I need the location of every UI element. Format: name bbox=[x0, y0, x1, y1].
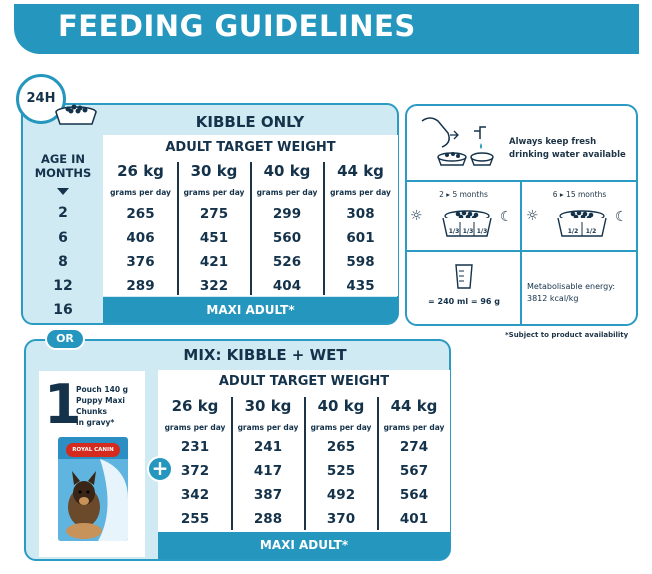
energy-note bbox=[527, 281, 637, 305]
mix-target-title: ADULT TARGET WEIGHT bbox=[218, 374, 390, 389]
page-title: FEEDING GUIDELINES bbox=[58, 9, 416, 43]
food-bowl-icon bbox=[50, 100, 102, 128]
weight-header: 40 kg bbox=[263, 162, 311, 180]
mix-cell: 231 bbox=[180, 439, 210, 455]
moon-icon: ☾ bbox=[615, 209, 628, 225]
unit-label: grams per day bbox=[330, 188, 391, 197]
energy-line1: Metabolisable energy: bbox=[527, 282, 616, 291]
mix-footer bbox=[158, 532, 450, 559]
puppy-image-icon bbox=[58, 459, 128, 541]
mix-cell: 401 bbox=[399, 511, 429, 527]
fraction-label: 1/3 bbox=[476, 228, 488, 235]
moon-icon: ☾ bbox=[500, 209, 513, 225]
water-note-line2: drinking water available bbox=[509, 150, 626, 160]
mix-cell: 387 bbox=[253, 487, 283, 503]
kibble-cell: 376 bbox=[126, 254, 155, 270]
unit-label: grams per day bbox=[383, 423, 445, 432]
water-note bbox=[509, 136, 637, 162]
weight-header: 30 kg bbox=[190, 162, 238, 180]
kibble-cell: 560 bbox=[272, 230, 302, 246]
pouch-line4: in gravy* bbox=[76, 418, 115, 427]
age-value: 2 bbox=[58, 205, 68, 221]
info-divider bbox=[406, 180, 637, 182]
kibble-cell: 421 bbox=[199, 254, 229, 270]
weight-header: 44 kg bbox=[390, 397, 438, 415]
age-label-line1: AGE IN bbox=[40, 152, 86, 166]
mix-cell: 255 bbox=[180, 511, 210, 527]
measuring-cup-icon bbox=[453, 262, 475, 290]
fraction-label: 1/3 bbox=[448, 228, 460, 235]
mix-cell: 370 bbox=[326, 511, 356, 527]
kibble-cell: 601 bbox=[346, 230, 375, 246]
energy-line2: 3812 kcal/kg bbox=[527, 294, 579, 303]
water-tap-icon bbox=[420, 113, 498, 171]
age-range-2: 6 ▸ 15 months bbox=[552, 190, 607, 199]
kibble-target-title: ADULT TARGET WEIGHT bbox=[165, 140, 336, 155]
age-value: 16 bbox=[53, 302, 73, 318]
kibble-cell: 598 bbox=[346, 254, 375, 270]
pouch-description bbox=[76, 384, 146, 428]
pouch-count: 1 bbox=[44, 373, 82, 436]
age-range-1: 2 ▸ 5 months bbox=[439, 190, 488, 199]
kibble-cell: 435 bbox=[346, 278, 375, 294]
unit-label: grams per day bbox=[164, 423, 226, 432]
mix-cell: 265 bbox=[326, 439, 356, 455]
pouch-line3: Chunks bbox=[76, 407, 107, 416]
age-value: 8 bbox=[58, 254, 68, 270]
age-value: 6 bbox=[58, 230, 68, 246]
fraction-label: 1/3 bbox=[462, 228, 474, 235]
age-value: 12 bbox=[53, 278, 73, 294]
fraction-label: 1/2 bbox=[585, 228, 597, 235]
unit-label: grams per day bbox=[237, 423, 299, 432]
unit-label: grams per day bbox=[256, 188, 318, 197]
fraction-label: 1/2 bbox=[567, 228, 579, 235]
mix-cell: 274 bbox=[399, 439, 429, 455]
mix-cell: 525 bbox=[326, 463, 356, 479]
plus-badge: + bbox=[147, 456, 173, 482]
kibble-cell: 299 bbox=[272, 206, 302, 222]
mix-cell: 342 bbox=[180, 487, 210, 503]
brand-logo: ROYAL CANIN bbox=[66, 443, 120, 457]
kibble-footer-label: MAXI ADULT* bbox=[206, 303, 295, 317]
mix-title: MIX: KIBBLE + WET bbox=[183, 346, 347, 364]
column-divider bbox=[323, 162, 325, 295]
mix-cell: 564 bbox=[399, 487, 429, 503]
weight-header: 30 kg bbox=[244, 397, 292, 415]
bowl-halves-icon bbox=[553, 208, 611, 240]
mix-cell: 567 bbox=[399, 463, 429, 479]
mix-cell: 288 bbox=[253, 511, 283, 527]
pouch-line1: Pouch 140 g bbox=[76, 385, 129, 394]
info-divider-vertical bbox=[520, 181, 522, 325]
weight-header: 26 kg bbox=[171, 397, 219, 415]
weight-header: 26 kg bbox=[117, 162, 164, 180]
kibble-cell: 265 bbox=[126, 206, 155, 222]
mix-cell: 417 bbox=[253, 463, 283, 479]
unit-label: grams per day bbox=[183, 188, 245, 197]
unit-label: grams per day bbox=[110, 188, 171, 197]
weight-header: 40 kg bbox=[317, 397, 365, 415]
bowl-thirds-icon bbox=[438, 208, 496, 240]
pouch-line2: Puppy Maxi bbox=[76, 396, 126, 405]
mix-footer-label: MAXI ADULT* bbox=[259, 538, 349, 552]
mix-cell: 372 bbox=[180, 463, 210, 479]
water-note-line1: Always keep fresh bbox=[509, 137, 597, 147]
mix-cell: 241 bbox=[253, 439, 283, 455]
kibble-footer bbox=[103, 297, 398, 323]
kibble-cell: 275 bbox=[199, 206, 229, 222]
column-divider bbox=[250, 162, 252, 295]
sun-icon: ☼ bbox=[410, 208, 423, 224]
kibble-title: KIBBLE ONLY bbox=[195, 113, 305, 131]
measure-equivalence: = 240 ml = 96 g bbox=[428, 297, 500, 306]
kibble-cell: 526 bbox=[272, 254, 302, 270]
wet-food-pouch-image bbox=[58, 437, 128, 541]
weight-header: 44 kg bbox=[337, 162, 384, 180]
kibble-cell: 404 bbox=[272, 278, 302, 294]
age-label bbox=[30, 152, 96, 180]
arrow-down-icon bbox=[57, 188, 69, 195]
column-divider bbox=[177, 162, 179, 295]
or-badge: OR bbox=[45, 328, 85, 350]
unit-label: grams per day bbox=[310, 423, 372, 432]
kibble-cell: 451 bbox=[199, 230, 229, 246]
info-divider bbox=[406, 250, 637, 252]
mix-cell: 492 bbox=[326, 487, 356, 503]
age-label-line2: MONTHS bbox=[34, 166, 92, 180]
kibble-cell: 322 bbox=[199, 278, 229, 294]
availability-note: *Subject to product availability bbox=[505, 331, 629, 339]
kibble-cell: 406 bbox=[126, 230, 155, 246]
kibble-cell: 289 bbox=[126, 278, 155, 294]
sun-icon: ☼ bbox=[526, 208, 539, 224]
clock-label: 24H bbox=[26, 91, 56, 106]
kibble-cell: 308 bbox=[346, 206, 375, 222]
